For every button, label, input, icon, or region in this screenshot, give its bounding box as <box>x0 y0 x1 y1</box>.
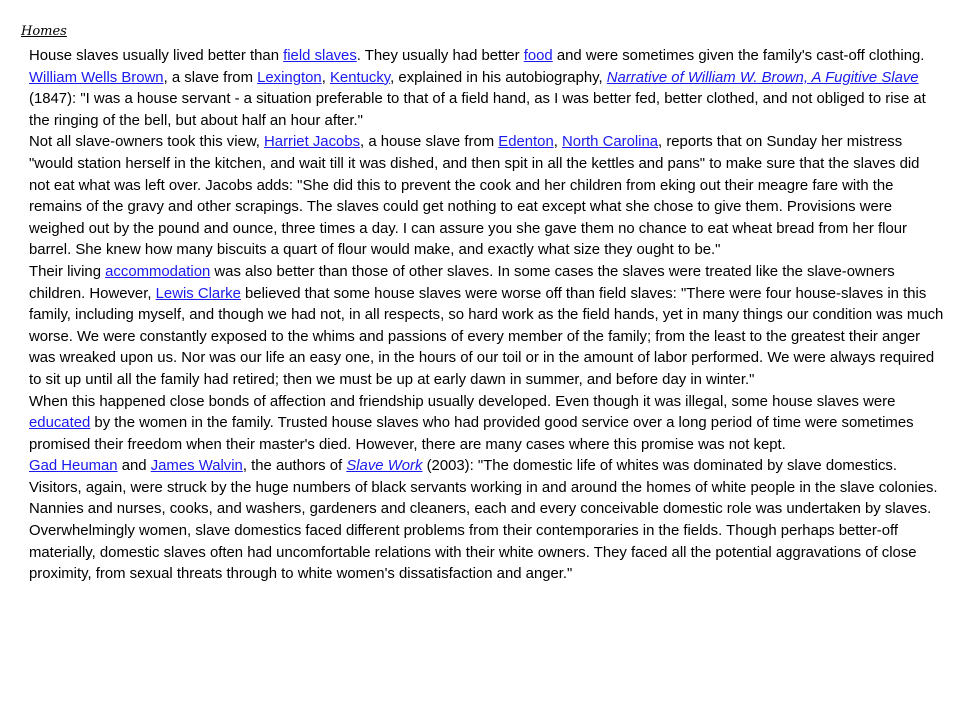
hyperlink-slave-work[interactable]: Slave Work <box>346 458 423 475</box>
paragraph <box>29 132 944 262</box>
body-text <box>29 46 944 586</box>
section-heading: Homes <box>21 24 67 39</box>
paragraph <box>29 262 944 392</box>
text-run: was also better than those of other slaves. In some cases the slaves were treated like the slave-owners children. However, <box>29 263 895 302</box>
text-run: (2003): "The domestic life of whites was dominated by slave domestics. Visitors, again, were struck by the huge numbers of black servants working in and around the homes of white people in the slave colonies. Nannies and nurses, cooks, and washers, gardeners and cleaners, each and every conceivable domestic role was undertaken by slaves. Overwhelmingly women, slave domestics faced different problems from their contemporaries in the fields. Though perhaps better-off materially, domestic slaves often had uncomfortable relations with their white owners. They faced all the potential aggravations of close proximity, from sexual threats through to white women's dissatisfaction and anger." <box>29 458 938 583</box>
hyperlink-william-wells-brown[interactable]: William Wells Brown <box>29 69 164 86</box>
hyperlink-food[interactable]: food <box>523 48 553 64</box>
text-run: , explained in his autobiography, <box>390 69 607 86</box>
text-run: When this happened close bonds of affection and friendship usually developed. Even though it was illegal, some house slaves were <box>29 393 896 410</box>
text-run: (1847): "I was a house servant - a situation preferable to that of a field hand, as I was better fed, better clothed, and not obliged to rise at the ringing of the bell, but about half an hour after." <box>29 91 926 129</box>
hyperlink-lewis-clarke[interactable]: Lewis Clarke <box>155 285 241 302</box>
hyperlink-kentucky[interactable]: Kentucky <box>329 69 391 86</box>
text-run: and <box>117 458 151 475</box>
text-run: , <box>321 69 330 86</box>
text-run: and were sometimes given the family's cast-off clothing. <box>552 48 925 64</box>
hyperlink-field-slaves[interactable]: field slaves <box>283 48 357 64</box>
hyperlink-educated[interactable]: educated <box>29 415 91 432</box>
paragraph <box>29 456 944 586</box>
text-run: , a house slave from <box>360 134 499 151</box>
text-run: believed that some house slaves were worse off than field slaves: "There were four house-slaves in this family, including myself, and though we had not, in all respects, so hard work as the field hands, yet in many things our condition was much worse. We were constantly exposed to the whims and passions of every member of the family; from the least to the greatest their anger was wreaked upon us. Nor was our life an easy one, in the hours of our toil or in the amount of labor performed. We were always required to sit up until all the family had retired; then we must be up at early dawn in summer, and before day in winter." <box>29 285 944 388</box>
hyperlink-narrative-of-william-w-brown-a-fugitive-slave[interactable]: Narrative of William W. Brown, A Fugitive Slave <box>606 69 919 86</box>
text-run: , <box>553 134 563 151</box>
hyperlink-gad-heuman[interactable]: Gad Heuman <box>29 458 118 475</box>
hyperlink-lexington[interactable]: Lexington <box>257 69 322 86</box>
text-run: House slaves usually lived better than <box>29 48 284 64</box>
text-run: Their living <box>29 263 106 280</box>
hyperlink-north-carolina[interactable]: North Carolina <box>562 134 659 151</box>
hyperlink-harriet-jacobs[interactable]: Harriet Jacobs <box>264 134 361 151</box>
text-run: , the authors of <box>242 458 347 475</box>
text-run: by the women in the family. Trusted house slaves who had provided good service over a long period of time were sometimes promised their freedom when their master's died. However, there are many cases where this promise was not kept. <box>29 415 914 453</box>
paragraph <box>29 392 944 457</box>
text-run: , reports that on Sunday her mistress "would station herself in the kitchen, and wait till it was dished, and then spit in all the kettles and pans" to make sure that the slaves did not eat what was left over. Jacobs adds: "She did this to prevent the cook and her children from eking out their meagre fare with the remains of the gravy and other scrapings. The slaves could get nothing to eat except what she chose to give them. Provisions were weighed out by the pound and ounce, three times a day. I can assure you she gave them no chance to eat wheat bread from her flour barrel. She knew how many biscuits a quart of flour would make, and exactly what size they ought to be." <box>29 134 920 259</box>
text-run: , a slave from <box>163 69 258 86</box>
paragraph <box>29 46 944 132</box>
text-run: Not all slave-owners took this view, <box>29 134 265 151</box>
hyperlink-edenton[interactable]: Edenton <box>498 134 554 151</box>
hyperlink-accommodation[interactable]: accommodation <box>105 263 211 280</box>
text-run: . They usually had better <box>356 48 524 64</box>
hyperlink-james-walvin[interactable]: James Walvin <box>150 458 243 475</box>
